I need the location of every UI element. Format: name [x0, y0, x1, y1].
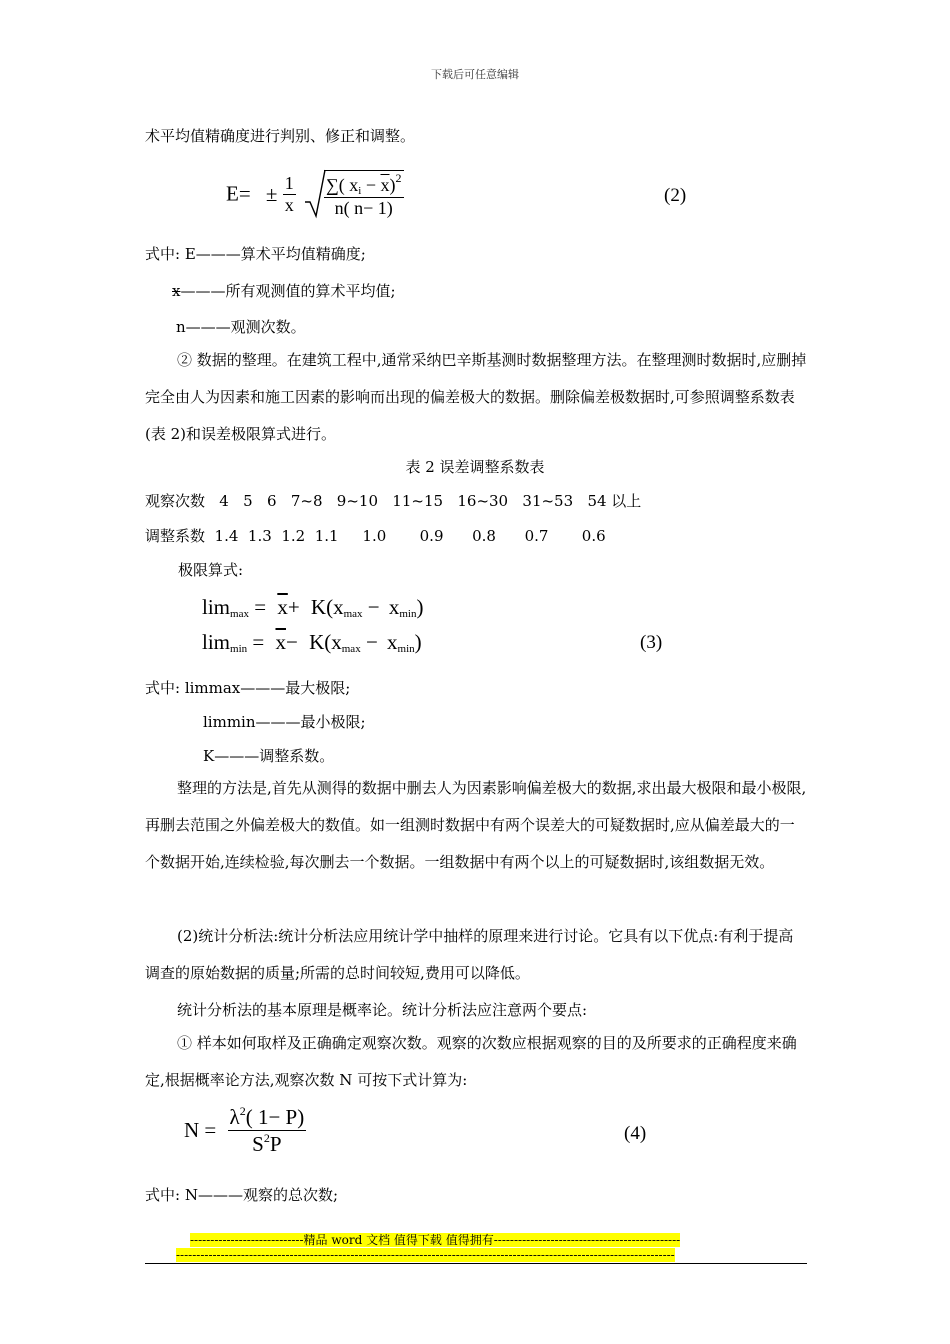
eq4-lambda: λ: [229, 1105, 240, 1129]
lim-max-plus: +: [287, 595, 300, 619]
eq2-pm: ±: [265, 181, 278, 206]
eq4-lhs: N =: [184, 1118, 217, 1142]
eq4-s: S: [252, 1132, 264, 1156]
lim-max-close: ): [416, 595, 424, 619]
text-line: 术平均值精确度进行判别、修正和调整。: [145, 127, 416, 145]
lim-max-xmax-sub: max: [343, 608, 363, 620]
paragraph-data-cleanup: ② 数据的整理。在建筑工程中,通常采纳巴辛斯基测时数据整理方法。在整理测时数据时,应删掉完全由人为因素和施工因素的影响而出现的偏差极大的数据。删除偏差极数据时,可参照调整系数表(表 2)和误差极限算式进行。: [145, 351, 807, 443]
equation-4: [184, 1104, 306, 1157]
table-row-observations: 观察次数 4 5 6 7~8 9~10 11~15 16~30 31~53 54 以上: [145, 492, 642, 510]
lim-max-eq: =: [254, 595, 267, 619]
def-x-text: ———所有观测值的算术平均值;: [180, 282, 396, 300]
eq2-sup-2: 2: [395, 170, 402, 185]
limit-label: 极限算式:: [178, 561, 244, 579]
lim-max-minus: −: [367, 595, 380, 619]
paragraph-statistics: (2)统计分析法:统计分析法应用统计学中抽样的原理来进行讨论。它具有以下优点:有利于提高调查的原始数据的质量;所需的总时间较短,费用可以降低。: [145, 927, 794, 982]
lim-min-close: ): [414, 630, 422, 654]
eq2-minus: −: [365, 174, 376, 195]
lim-min-xmin: x: [387, 630, 398, 654]
lim-min-lim: lim: [202, 630, 231, 654]
footer-banner-text-2: ---------------------------------------------------------------------------------------------------------------------------: [176, 1248, 675, 1262]
table-title: 表 2 误差调整系数表: [405, 458, 545, 476]
equation-3-min: [202, 630, 422, 655]
eq4-num: [228, 1104, 307, 1131]
footer-banner-2: [176, 1245, 675, 1263]
equation-number-2: (2): [664, 185, 687, 206]
footer-rule: [145, 1263, 807, 1264]
def-limmax: 式中: limmax———最大极限;: [145, 679, 351, 697]
eq2-sqrt-den: n( n− 1): [334, 197, 393, 218]
eq4-s-sup: 2: [263, 1131, 270, 1145]
eq2-sqrt-fraction: [324, 170, 404, 219]
def-limmin: limmin———最小极限;: [203, 713, 366, 731]
eq2-frac-den: x: [284, 194, 294, 215]
lim-max-lim: lim: [202, 595, 231, 619]
def-x-symbol: x: [172, 282, 181, 300]
lim-max-k: K(: [310, 595, 334, 619]
lim-max-xmax: x: [333, 595, 344, 619]
eq4-fraction: [228, 1104, 307, 1157]
table-row-coefficients: 调整系数 1.4 1.3 1.2 1.1 1.0 0.9 0.8 0.7 0.6: [145, 527, 606, 545]
equation-2: [226, 168, 404, 220]
page-header: 下载后可任意编辑: [431, 68, 519, 81]
eq4-den: [228, 1131, 307, 1157]
lim-min-minus: −: [285, 630, 298, 654]
lim-min-xmax: x: [331, 630, 342, 654]
paragraph-method: 整理的方法是,首先从测得的数据中删去人为因素影响偏差极大的数据,求出最大极限和最小极限,再删去范围之外偏差极大的数值。如一组测时数据中有两个误差大的可疑数据时,应从偏差最大的一个数据开始,连续检验,每次删去一个数据。一组数据中有两个以上的可疑数据时,该组数据无效。: [145, 779, 807, 871]
def-n: n———观测次数。: [176, 318, 306, 336]
eq2-fraction: [283, 173, 296, 216]
eq4-p: P: [269, 1132, 282, 1156]
lim-min-xbar: $\overline{x}$: [275, 630, 286, 654]
lim-max-xmin: x: [388, 595, 400, 619]
def-k: K———调整系数。: [203, 747, 335, 765]
eq2-sub-i: i: [358, 184, 362, 197]
def-e: 式中: E———算术平均值精确度;: [145, 245, 366, 263]
eq2-xbar: $\overline{x}$: [380, 174, 390, 195]
equation-3-max: [202, 595, 424, 620]
lim-min-xmin-sub: min: [397, 643, 415, 655]
paragraph-probability: 统计分析法的基本原理是概率论。统计分析法应注意两个要点:: [177, 1001, 588, 1019]
def-x: [172, 273, 772, 310]
eq2-paren: ): [389, 174, 396, 195]
lim-min-xmax-sub: max: [341, 643, 361, 655]
def-N: 式中: N———观察的总次数;: [145, 1186, 339, 1204]
eq4-lambda-sup: 2: [239, 1104, 246, 1118]
lim-min-sub: min: [230, 643, 248, 655]
lim-min-k: K(: [309, 630, 332, 654]
eq2-sqrt-num: [324, 171, 404, 198]
lim-min-minus2: −: [365, 630, 378, 654]
eq2-sum: ∑( x: [325, 174, 359, 195]
eq4-num-rest: ( 1− P): [245, 1105, 305, 1129]
footer-banner-text-1: ----------------------------精品 word 文档 值得下载 值得拥有----------------------------------------------: [190, 1233, 681, 1247]
lim-max-sub: max: [230, 608, 249, 620]
lim-max-xbar: $\overline{x}$: [277, 595, 288, 619]
paragraph-sampling: ① 样本如何取样及正确确定观察次数。观察的次数应根据观察的目的及所要求的正确程度来确定,根据概率论方法,观察次数 N 可按下式计算为:: [145, 1034, 797, 1089]
equation-number-3: (3): [640, 632, 663, 653]
lim-max-xmin-sub: min: [399, 608, 417, 620]
eq2-lhs: E=: [226, 181, 251, 206]
equation-number-4: (4): [624, 1123, 647, 1144]
lim-min-eq: =: [252, 630, 265, 654]
eq2-frac-num: 1: [284, 172, 294, 193]
